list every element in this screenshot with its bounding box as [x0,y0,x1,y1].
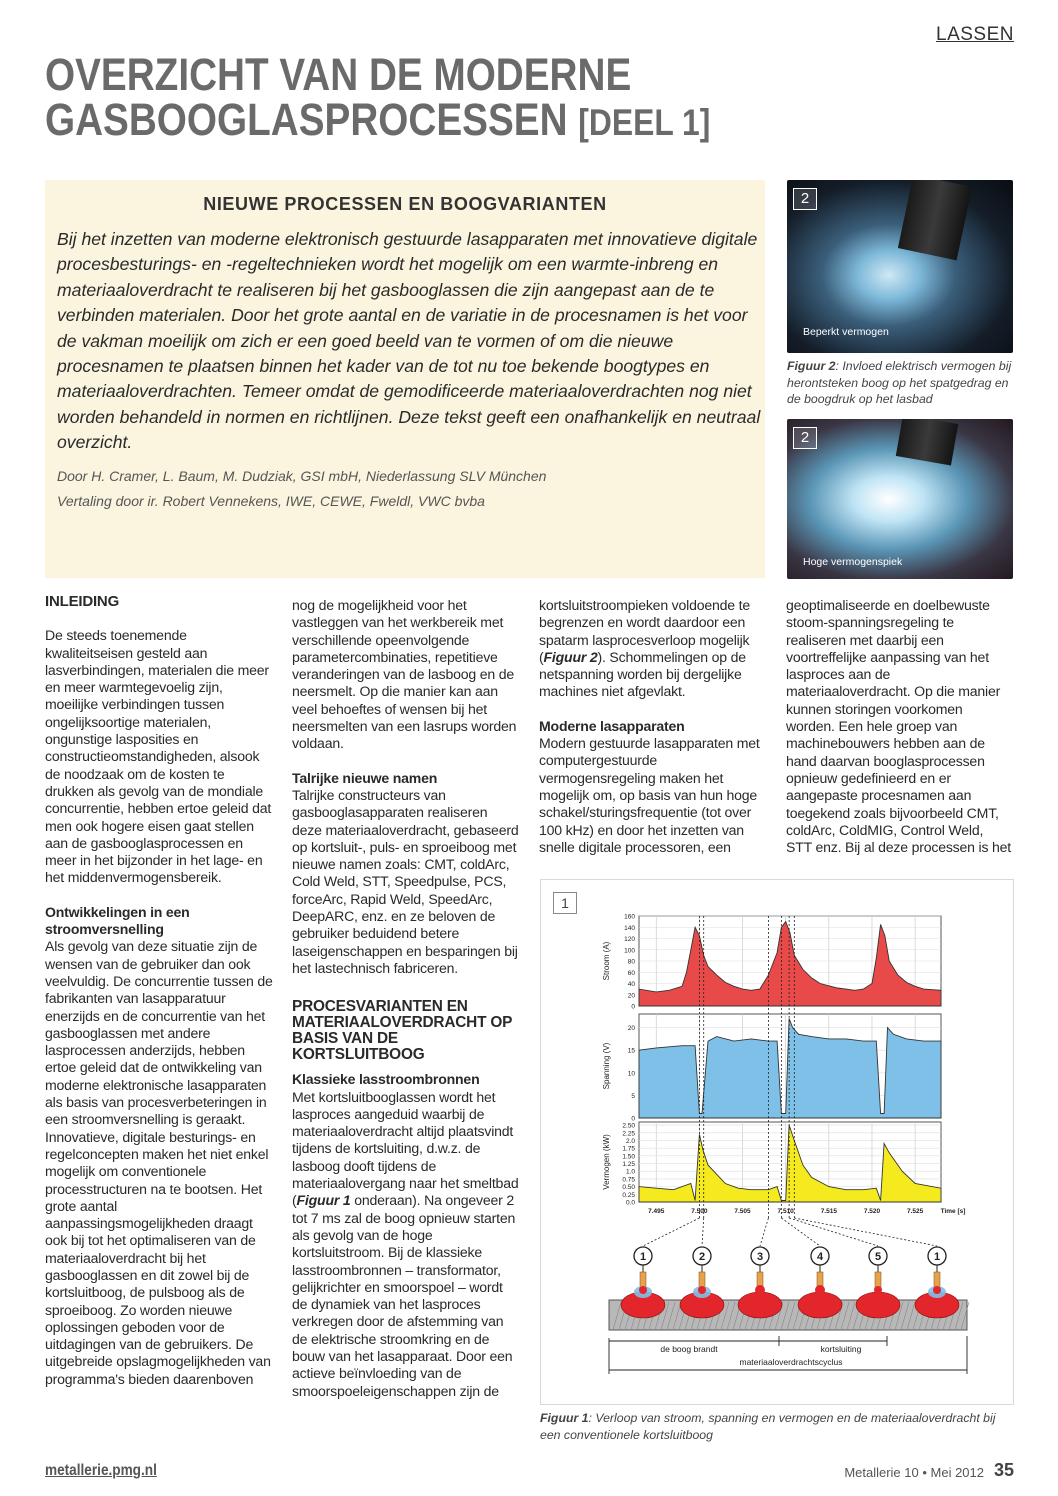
connector-line [643,1218,699,1246]
x-tick-label: 7.500 [691,1208,708,1215]
page-number: 35 [993,1460,1014,1480]
footer-url[interactable]: metallerie.pmg.nl [45,1462,157,1479]
figure1-chart [541,880,1013,1404]
title-line-2-text: GASBOOGLASPROCESSEN [45,94,568,145]
y-tick-label: 0.25 [622,1191,635,1199]
stage-number: 2 [698,1251,706,1263]
y-tick-label: 0.0 [625,1199,635,1207]
figure1-caption [540,1410,1012,1444]
stage-number: 4 [816,1251,824,1263]
figure-1 [540,879,1014,1405]
x-tick-label: 7.515 [820,1208,837,1215]
molten-droplet [874,1286,882,1294]
paragraph: geoptimaliseerde en doelbewuste stoom-spanningsregeling te realiseren met daarbij een voortreffelijke aanpassing van het lasproces aan de materiaaloverdracht. Op die manier kunnen storingen voorkomen worden. Een hele groep van machinebouwers hebben aan de hand daarvan booglasprocessen opnieuw gedefinieerd en er aangepaste procesnamen aan toegekend zoals bijvoorbeeld CMT, coldArc, ColdMIG, Control Weld, STT enz. Bij al deze processen is het [786,597,1012,856]
paragraph: Talrijke constructeurs van gasbooglasapparaten realiseren deze materiaaloverdracht, gebaseerd op kortsluit-, puls- en sproeiboog met nieuwe namen zoals: CMT, coldArc, Cold Weld, STT, Speedpulse, PCS, forceArc, Rapid Weld, SpeedArc, DeepARC, enz. en ze beloven de gebruiker beduidend betere laseigenschappen en besparingen bij het lastechnisch fabriceren. [292,786,519,976]
molten-droplet [698,1286,706,1294]
y-tick-label: 100 [624,947,635,955]
figure2-caption [787,358,1013,408]
y-tick-label: 1.50 [622,1153,635,1161]
paragraph: nog de mogelijkheid voor het vastleggen van het werkbereik met verschillende opeenvolgende parametercombinaties, repetitieve veranderingen van de lasboog en de neersmelt. Op die manier kan aan veel behoeftes of wensen bij het neersmelten van een lasrups worden voldaan. [292,597,517,752]
y-tick-label: 1.75 [622,1145,635,1153]
molten-droplet [755,1285,765,1295]
molten-droplet [933,1286,941,1294]
column-2 [292,597,520,1400]
section-heading: PROCESVARIANTEN EN MATERIAALOVERDRACHT OP BASIS VAN DE KORTSLUITBOOG [292,998,512,1064]
y-tick-label: 0 [631,1003,635,1011]
figure-reference: Figuur 1 [296,1192,351,1209]
byline-authors: Door H. Cramer, L. Baum, M. Dudziak, GSI mbH, Niederlassung SLV München [57,468,547,484]
x-tick-label: 7.495 [648,1208,665,1215]
title-line-1: OVERZICHT VAN DE MODERNE [45,49,632,100]
connector-line [760,1218,768,1246]
x-tick-label: 7.525 [906,1208,924,1215]
column-4 [786,597,1012,856]
phase-label-short: kortsluiting [820,1344,862,1354]
y-tick-label: 20 [627,1025,635,1033]
photo-badge: 2 [793,427,817,449]
paragraph-text: Met kortsluitbooglassen wordt het lasproces aangeduid waarbij de materiaaloverdracht altijd plaatsvindt tijdens de kortsluiting, d.w.z. de lasboog dooft tijdens de materiaalovergang naar het smeltbad ( [292,1088,519,1209]
figure2-text: : Invloed elektrisch vermogen bij herontsteken boog op het spatgedrag en de boogdruk op het lasbad [787,359,1012,406]
paragraph [539,597,769,701]
y-tick-label: 10 [627,1070,635,1078]
y-tick-label: 1.0 [625,1168,635,1176]
subheading: Klassieke lasstroombronnen [292,1071,480,1088]
y-axis-label: Stroom (A) [602,941,611,981]
y-tick-label: 140 [624,924,635,932]
paragraph-text: onderaan). Na ongeveer 2 tot 7 ms zal de boog opnieuw starten als gevolg van de hoge kortsluitstroom. Bij de klassieke lasstroombronnen – transformator, gelijkrichter en smoorspoel – wordt de dynamiek van het lasproces verkregen door de afstemming van de elektrische stroomkring en de bouw van het lasapparaat. Door een actieve beïnvloeding van de smoorspoeleigenschappen zijn de [292,1192,516,1399]
photo-badge: 2 [793,188,817,210]
y-tick-label: 2.0 [625,1137,635,1145]
y-tick-label: 0 [631,1115,635,1123]
phase-label-arc: de boog brandt [660,1344,718,1354]
x-tick-label: 7.510 [777,1208,794,1215]
figure1-text: : Verloop van stroom, spanning en vermogen en de materiaaloverdracht bij een conventionele kortsluitboog [540,1411,996,1442]
article-title [45,49,819,145]
y-tick-label: 0.50 [622,1184,635,1192]
byline-translation: Vertaling door ir. Robert Vennekens, IWE, CEWE, Fweldl, VWC bvba [57,493,485,509]
connector-line [702,1218,704,1246]
weld-pool [798,1292,842,1318]
column-3 [539,597,769,856]
y-tick-label: 15 [627,1047,635,1055]
paragraph-text: ). Schommelingen op de netspanning worden bij dergelijke machines niet afgevlakt. [539,648,746,700]
y-axis-label: Vermogen (kW) [602,1134,611,1190]
y-tick-label: 40 [627,981,635,988]
paragraph [292,1089,520,1400]
y-tick-label: 80 [627,958,635,966]
subheading: Talrijke nieuwe namen [292,769,438,786]
y-tick-label: 120 [624,936,635,943]
stage-number: 1 [639,1251,647,1263]
photo-caption: Beperkt vermogen [803,326,889,338]
y-tick-label: 60 [627,969,635,977]
paragraph: De steeds toenemende kwaliteitseisen gesteld aan lasverbindingen, materialen die meer en meer warmtegevoelig zijn, moeilijke verbindingen tussen ongelijksoortige materialen, ongunstige lasposities en constructieomstandigheden, alsook de noodzaak om de kosten te drukken als gevolg van de mondiale concurrentie, hebben ertoe geleid dat men ook hogere eisen gaat stellen aan de gasbooglasprocessen en meer in het bijzonder in het lage- en het middenvermogensbereik. [45,627,272,886]
footer-issue: Metallerie 10 • Mei 2012 [844,1465,984,1480]
intro-heading: NIEUWE PROCESSEN EN BOOGVARIANTEN [203,194,607,214]
torch-shape [896,419,958,466]
torch-shape [898,180,972,260]
title-line-2 [45,94,819,145]
subheading: Ontwikkelingen in een stroomversnelling [45,903,190,938]
title-suffix: [DEEL 1] [578,102,711,143]
y-tick-label: 5 [631,1092,635,1100]
subheading: Moderne lasapparaten [539,717,685,734]
y-tick-label: 160 [624,913,635,921]
x-tick-label: 7.505 [734,1208,751,1215]
molten-droplet [639,1286,647,1294]
molten-droplet [815,1285,825,1295]
photo-high-power-peak [787,419,1013,579]
heading-inleiding: INLEIDING [45,593,120,610]
stage-number: 5 [874,1251,882,1263]
figure2-label: Figuur 2 [787,359,836,373]
section-tag: LASSEN [936,24,1014,45]
y-tick-label: 1.25 [622,1161,635,1169]
photo-limited-power [787,180,1013,353]
figure-reference: Figuur 2 [543,648,598,665]
y-tick-label: 0.75 [622,1176,635,1184]
stage-number: 3 [756,1251,764,1263]
paragraph-text: kortsluitstroompieken voldoende te begrenzen en wordt daardoor een spatarm lasprocesverloop mogelijk ( [539,597,750,665]
connector-line [789,1218,878,1246]
y-tick-label: 2.25 [622,1130,635,1138]
figure1-badge: 1 [553,892,577,914]
y-tick-label: 20 [627,992,635,1000]
photo-caption: Hoge vermogenspiek [803,556,903,568]
weld-pool [856,1292,900,1318]
figure1-label: Figuur 1 [540,1411,589,1425]
y-axis-label: Spanning (V) [602,1042,611,1090]
x-tick-label: 7.520 [863,1208,881,1215]
phase-label-cycle: materiaaloverdrachtscyclus [739,1357,843,1367]
intro-box [45,180,765,578]
weld-pool [738,1292,782,1318]
intro-text: Bij het inzetten van moderne elektronisch gestuurde lasapparaten met innovatieve digitale procesbesturings- en -regeltechnieken wordt het mogelijk om een warmte-inbreng en materiaaloverdracht te realiseren bij het gasbooglassen die zijn aangepast aan de te verbinden materialen. Door het grote aantal en de variatie in de procesnamen is het voor de vakman moeilijk om zich er een goed beeld van te vormen of om die nieuwe procesnamen te plaatsen binnen het kader van de tot nu toe bekende boogtypes en materiaaloverdrachten. Temeer omdat de gemodificeerde materiaaloverdrachten nog niet worden behandeld in normen en richtlijnen. Deze tekst geeft een onafhankelijk en neutraal overzicht. [57,229,761,453]
y-tick-label: 2.50 [622,1122,635,1130]
x-tick-label: Time [s] [940,1208,966,1215]
column-1 [45,593,275,1388]
paragraph: Modern gestuurde lasapparaten met computergestuurde vermogensregeling maken het mogelijk om, op basis van hun hoge schakel/sturingsfrequentie (tot over 100 kHz) en door het inzetten van snelle digitale processoren, een [539,735,760,855]
paragraph: Als gevolg van deze situatie zijn de wensen van de gebruiker dan ook veelvuldig. De concurrentie tussen de fabrikanten van lasapparatuur enerzijds en de concurrentie van het gasbooglassen met andere lasprocessen anderzijds, hebben ertoe geleid dat de ontwikkeling van moderne elektronische lasapparaten als basis van procesverbeteringen in een stroomversnelling is geraakt. Innovatieve, digitale besturings- en regelconcepten maken het niet enkel mogelijk om conventionele processtructuren na te bootsen. Het grote aantal aanpassingsmogelijkheden draagt ook bij tot het optimaliseren van de materiaaloverdracht bij het gasbooglassen en dit zowel bij de kortsluitboog, de pulsboog als de sproeiboog. Zo worden nieuwe oplossingen geboden voor de uitdagingen van de gebruikers. De uitgebreide opslagmogelijkheden van programma's bieden daarenboven [45,938,273,1387]
stage-number: 1 [933,1251,941,1263]
